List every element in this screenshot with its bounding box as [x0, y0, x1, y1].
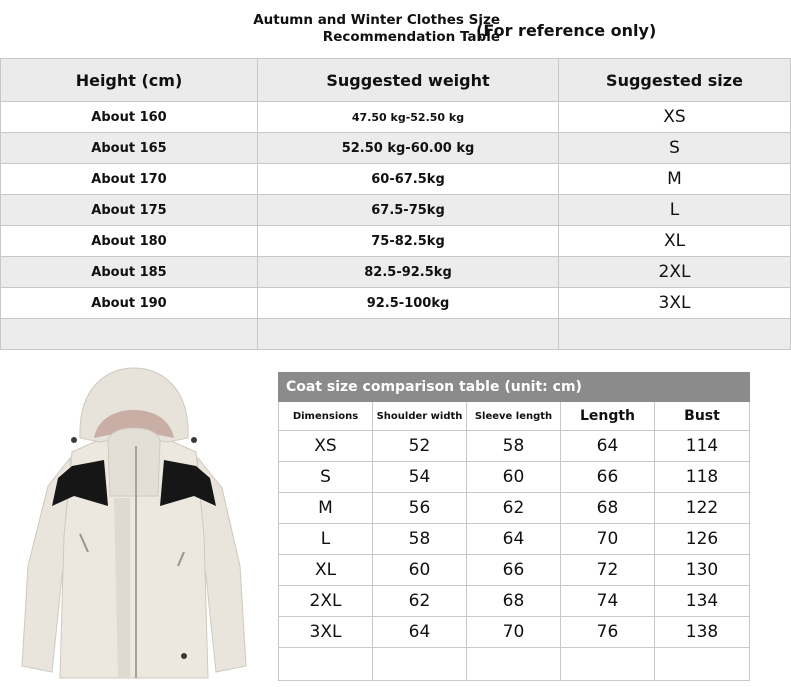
- bust-cell: 130: [655, 555, 750, 586]
- page-title: [200, 12, 500, 46]
- table-row: [1, 195, 791, 226]
- sleeve-cell: 58: [467, 431, 561, 462]
- table-row: [1, 164, 791, 195]
- jacket-drawcord-right: [191, 437, 197, 443]
- table-header-row: [1, 59, 791, 102]
- column-header-length: Length: [561, 402, 655, 431]
- size-cell: XL: [279, 555, 373, 586]
- empty-cell: [1, 319, 258, 350]
- jacket-inner-collar: [108, 428, 160, 496]
- weight-cell: 92.5-100kg: [258, 288, 559, 319]
- empty-cell: [279, 648, 373, 681]
- table-row: [1, 102, 791, 133]
- column-header-shoulder-width: Shoulder width: [373, 402, 467, 431]
- height-cell: About 165: [1, 133, 258, 164]
- height-cell: About 190: [1, 288, 258, 319]
- bust-cell: 122: [655, 493, 750, 524]
- length-cell: 64: [561, 431, 655, 462]
- shoulder-cell: 52: [373, 431, 467, 462]
- column-header-dimensions: Dimensions: [279, 402, 373, 431]
- size-cell: L: [559, 195, 791, 226]
- weight-cell: 75-82.5kg: [258, 226, 559, 257]
- column-header-bust: Bust: [655, 402, 750, 431]
- table-row: [1, 133, 791, 164]
- table-row: [1, 257, 791, 288]
- bust-cell: 134: [655, 586, 750, 617]
- size-cell: M: [559, 164, 791, 195]
- length-cell: 76: [561, 617, 655, 648]
- table-row-empty: [1, 319, 791, 350]
- table-row-empty: [279, 648, 750, 681]
- empty-cell: [373, 648, 467, 681]
- weight-cell: 82.5-92.5kg: [258, 257, 559, 288]
- table-row: [279, 586, 750, 617]
- size-recommendation-table: [0, 58, 791, 350]
- empty-cell: [559, 319, 791, 350]
- length-cell: 66: [561, 462, 655, 493]
- size-cell: XS: [279, 431, 373, 462]
- coat-size-table: [278, 372, 750, 681]
- bust-cell: 114: [655, 431, 750, 462]
- table-row: [279, 462, 750, 493]
- weight-cell: 67.5-75kg: [258, 195, 559, 226]
- size-cell: 2XL: [279, 586, 373, 617]
- weight-cell: 52.50 kg-60.00 kg: [258, 133, 559, 164]
- sleeve-cell: 66: [467, 555, 561, 586]
- length-cell: 70: [561, 524, 655, 555]
- shoulder-cell: 58: [373, 524, 467, 555]
- table-row: [279, 617, 750, 648]
- column-header-weight: Suggested weight: [258, 59, 559, 102]
- length-cell: 68: [561, 493, 655, 524]
- height-cell: About 160: [1, 102, 258, 133]
- coat-table-header-row: [279, 402, 750, 431]
- bust-cell: 126: [655, 524, 750, 555]
- title-line-1: Autumn and Winter Clothes Size: [253, 12, 500, 28]
- height-cell: About 185: [1, 257, 258, 288]
- length-cell: 72: [561, 555, 655, 586]
- jacket-drawcord-left: [71, 437, 77, 443]
- title-line-2: Recommendation Table: [322, 29, 500, 45]
- table-row: [279, 555, 750, 586]
- column-header-size: Suggested size: [559, 59, 791, 102]
- sleeve-cell: 70: [467, 617, 561, 648]
- coat-table-caption-row: [279, 373, 750, 402]
- table-row: [279, 493, 750, 524]
- size-cell: L: [279, 524, 373, 555]
- size-cell: XS: [559, 102, 791, 133]
- size-cell: 3XL: [559, 288, 791, 319]
- shoulder-cell: 54: [373, 462, 467, 493]
- table-row: [279, 431, 750, 462]
- height-cell: About 180: [1, 226, 258, 257]
- empty-cell: [467, 648, 561, 681]
- size-cell: XL: [559, 226, 791, 257]
- reference-note: (For reference only): [476, 21, 657, 40]
- table-row: [1, 226, 791, 257]
- empty-cell: [561, 648, 655, 681]
- length-cell: 74: [561, 586, 655, 617]
- height-cell: About 170: [1, 164, 258, 195]
- size-cell: S: [279, 462, 373, 493]
- bust-cell: 118: [655, 462, 750, 493]
- coat-table-caption: Coat size comparison table (unit: cm): [279, 373, 750, 402]
- shoulder-cell: 64: [373, 617, 467, 648]
- jacket-hem-cord: [181, 653, 187, 659]
- shoulder-cell: 56: [373, 493, 467, 524]
- column-header-height: Height (cm): [1, 59, 258, 102]
- shoulder-cell: 60: [373, 555, 467, 586]
- column-header-sleeve-length: Sleeve length: [467, 402, 561, 431]
- height-cell: About 175: [1, 195, 258, 226]
- sleeve-cell: 68: [467, 586, 561, 617]
- size-cell: S: [559, 133, 791, 164]
- jacket-photo: [18, 366, 250, 687]
- weight-cell: 60-67.5kg: [258, 164, 559, 195]
- empty-cell: [655, 648, 750, 681]
- size-cell: 3XL: [279, 617, 373, 648]
- shoulder-cell: 62: [373, 586, 467, 617]
- size-cell: 2XL: [559, 257, 791, 288]
- weight-cell: 47.50 kg-52.50 kg: [258, 102, 559, 133]
- table-row: [279, 524, 750, 555]
- sleeve-cell: 60: [467, 462, 561, 493]
- sleeve-cell: 62: [467, 493, 561, 524]
- empty-cell: [258, 319, 559, 350]
- table-row: [1, 288, 791, 319]
- size-cell: M: [279, 493, 373, 524]
- sleeve-cell: 64: [467, 524, 561, 555]
- bust-cell: 138: [655, 617, 750, 648]
